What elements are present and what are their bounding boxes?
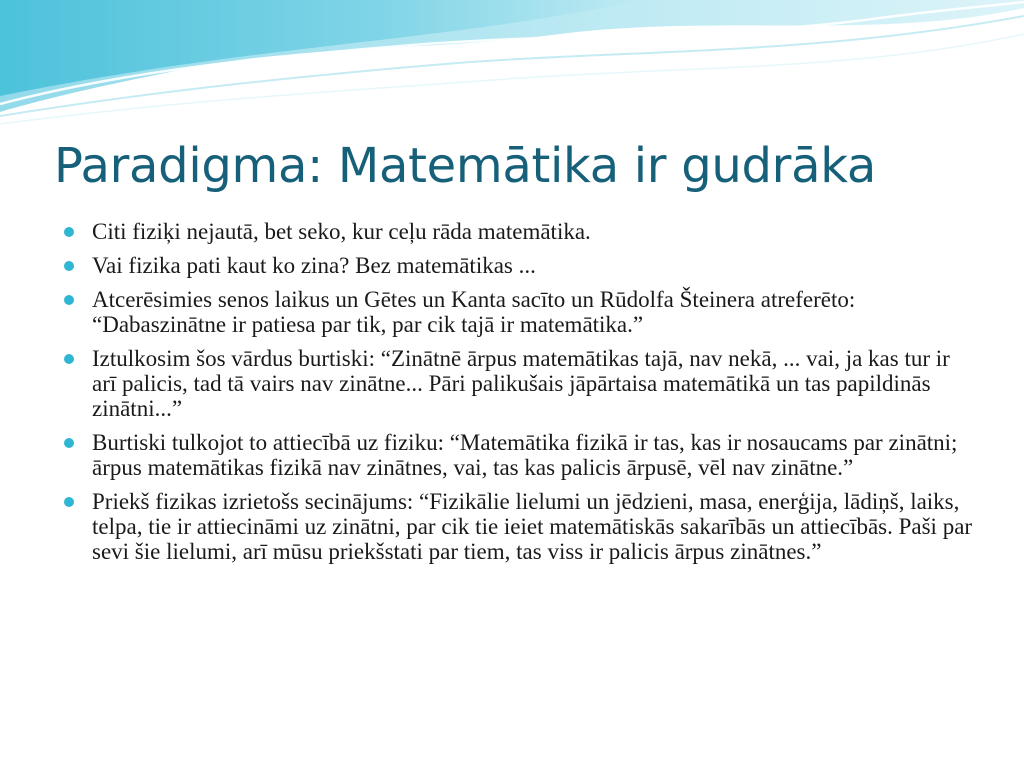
bullet-item (64, 287, 974, 337)
bullet-dot-icon (64, 497, 74, 507)
slide-title: Paradigma: Matemātika ir gudrāka (54, 138, 876, 194)
bullet-text: Vai fizika pati kaut ko zina? Bez matemātikas ... (92, 253, 536, 278)
bullet-dot-icon (64, 261, 74, 271)
bullet-dot-icon (64, 354, 74, 364)
wave-banner-decoration (0, 0, 1024, 130)
bullet-list (64, 219, 974, 573)
bullet-text: Atcerēsimies senos laikus un Gētes un Kanta sacīto un Rūdolfa Šteinera atreferēto: “Dabaszinātne ir patiesa par tik, par cik tajā ir matemātika.” (92, 287, 856, 337)
bullet-text: Priekš fizikas izrietošs secinājums: “Fizikālie lielumi un jēdzieni, masa, enerģija, lādiņš, laiks, telpa, tie ir attiecināmi uz zinātni, par cik tie ieiet matemātiskās sakarībās un attiecībās. Paši par sevi šie lielumi, arī mūsu priekšstati par tiem, tas viss ir palicis ārpus zinātnes.” (92, 489, 973, 564)
bullet-dot-icon (64, 295, 74, 305)
bullet-item (64, 430, 974, 480)
bullet-text: Burtiski tulkojot to attiecībā uz fiziku: “Matemātika fizikā ir tas, kas ir nosaucams par zinātni; ārpus matemātikas fizikā nav zinātnes, vai, tas kas palicis ārpusē, vēl nav zinātne.” (92, 430, 958, 480)
bullet-item (64, 219, 974, 244)
bullet-dot-icon (64, 438, 74, 448)
bullet-text: Iztulkosim šos vārdus burtiski: “Zinātnē ārpus matemātikas tajā, nav nekā, ... vai, ja kas tur ir arī palicis, tad tā vairs nav zinātne... Pāri palikušais jāpārtaisa matemātikā un tas papildinās zinātni...” (92, 346, 950, 421)
bullet-item (64, 489, 974, 564)
bullet-dot-icon (64, 227, 74, 237)
bullet-item (64, 346, 974, 421)
bullet-text: Citi fiziķi nejautā, bet seko, kur ceļu rāda matemātika. (92, 219, 591, 244)
bullet-item (64, 253, 974, 278)
